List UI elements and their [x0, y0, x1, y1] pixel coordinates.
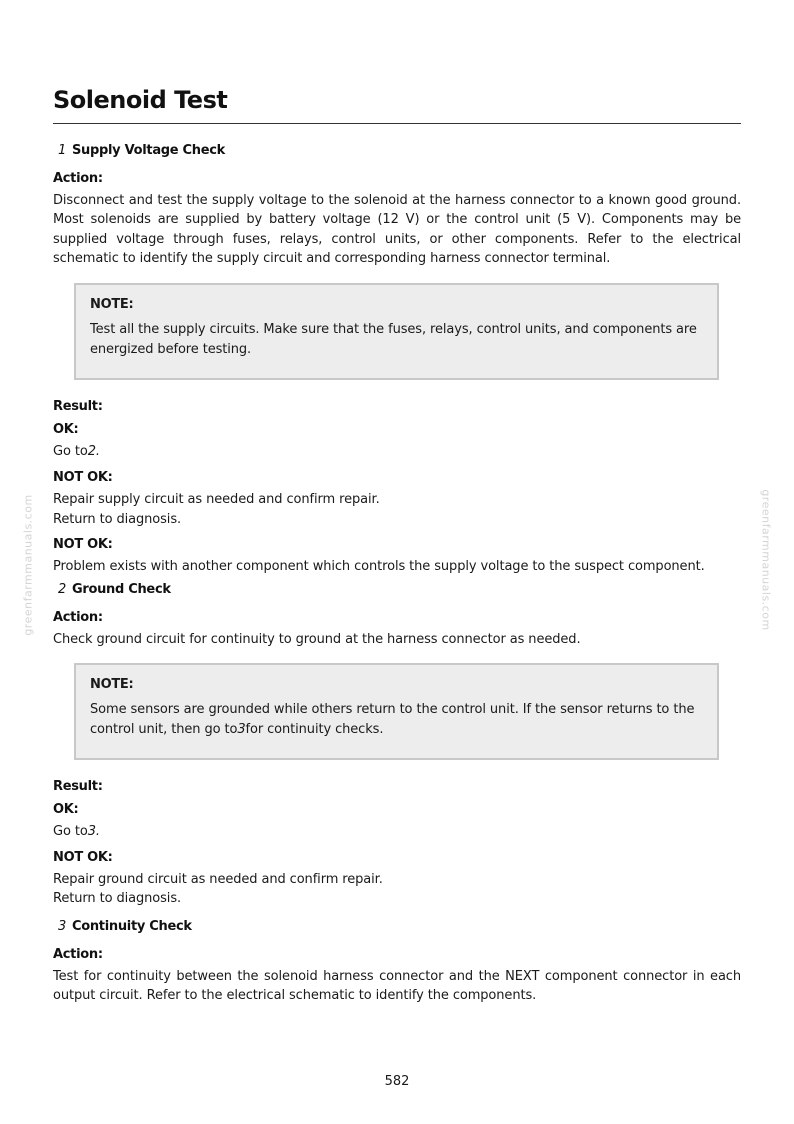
step-1-note-text: Test all the supply circuits. Make sure that the fuses, relays, control units, and components are energized before testing. [90, 322, 697, 358]
step-1-action-text: Disconnect and test the supply voltage to the solenoid at the harness connector to a known good ground. Most solenoids are supplied by battery voltage (12 V) or the control unit (5 V). Components may be supplied voltage through fuses, relays, control units, or other components. Refer to the electrical schematic to identify the supply circuit and corresponding harness connector terminal. [53, 193, 741, 266]
step-1-not-ok-line-2: Return to diagnosis. [53, 511, 182, 527]
step-2-not-ok-line-2: Return to diagnosis. [53, 891, 182, 907]
step-2-action-text: Check ground circuit for continuity to ground at the harness connector as needed. [53, 632, 581, 648]
step-2-not-ok-line-1: Repair ground circuit as needed and confirm repair. [53, 871, 383, 887]
step-1-result-label: Result: [53, 399, 103, 415]
watermark-left: greenfarmmanuals.com [21, 494, 35, 636]
step-3-number: 3 [58, 918, 66, 934]
step-2-heading [58, 580, 741, 599]
step-1-heading [58, 141, 741, 160]
step-2-note-text-b: for continuity checks. [245, 721, 384, 737]
step-2-note-label: NOTE: [90, 676, 134, 692]
step-2-ok-link[interactable]: 3. [87, 823, 100, 839]
step-1-ok-link[interactable]: 2. [87, 444, 100, 460]
step-2-title: Ground Check [71, 582, 171, 598]
step-1-action-label: Action: [53, 171, 103, 186]
step-2-ok-text [53, 822, 741, 841]
title-divider [53, 123, 741, 124]
step-1-number: 1 [58, 143, 66, 158]
step-3-heading [58, 917, 741, 936]
step-2-not-ok-label: NOT OK: [53, 849, 113, 865]
step-2-note-link[interactable]: 3 [237, 721, 246, 737]
step-1-not-ok-2-label: NOT OK: [53, 537, 113, 553]
step-2-note-text-a: Some sensors are grounded while others return to the control unit. If the sensor returns to the control unit, then go to [90, 701, 695, 737]
step-2-note-text [90, 700, 703, 740]
step-2-ok-prefix: Go to [53, 823, 88, 839]
step-2-number: 2 [58, 582, 66, 598]
step-1-not-ok-line-1: Repair supply circuit as needed and confirm repair. [53, 492, 380, 508]
step-1-title: Supply Voltage Check [71, 143, 226, 158]
page-title: Solenoid Test [53, 86, 228, 114]
step-2-ok-label: OK: [53, 801, 79, 817]
step-3-title: Continuity Check [71, 918, 192, 934]
step-1-ok-label: OK: [53, 422, 79, 438]
step-3-action-text: Test for continuity between the solenoid harness connector and the NEXT component connector in each output circuit. Refer to the electrical schematic to identify the components. [53, 968, 741, 1003]
step-2-result-label: Result: [53, 778, 103, 794]
step-1-ok-prefix: Go to [53, 444, 88, 460]
page-number: 582 [384, 1074, 410, 1089]
step-3-action-label: Action: [53, 946, 103, 962]
step-1-note [74, 283, 719, 380]
step-2-action-label: Action: [53, 610, 103, 626]
watermark-right: greenfarmmanuals.com [759, 489, 773, 631]
step-1-note-label: NOTE: [90, 297, 134, 313]
document-body [53, 141, 741, 1005]
step-1-not-ok-2-text: Problem exists with another component which controls the supply voltage to the suspect component. [53, 559, 705, 575]
step-1-ok-text [53, 442, 741, 461]
step-2-note [74, 663, 719, 760]
step-1-not-ok-label: NOT OK: [53, 470, 113, 486]
